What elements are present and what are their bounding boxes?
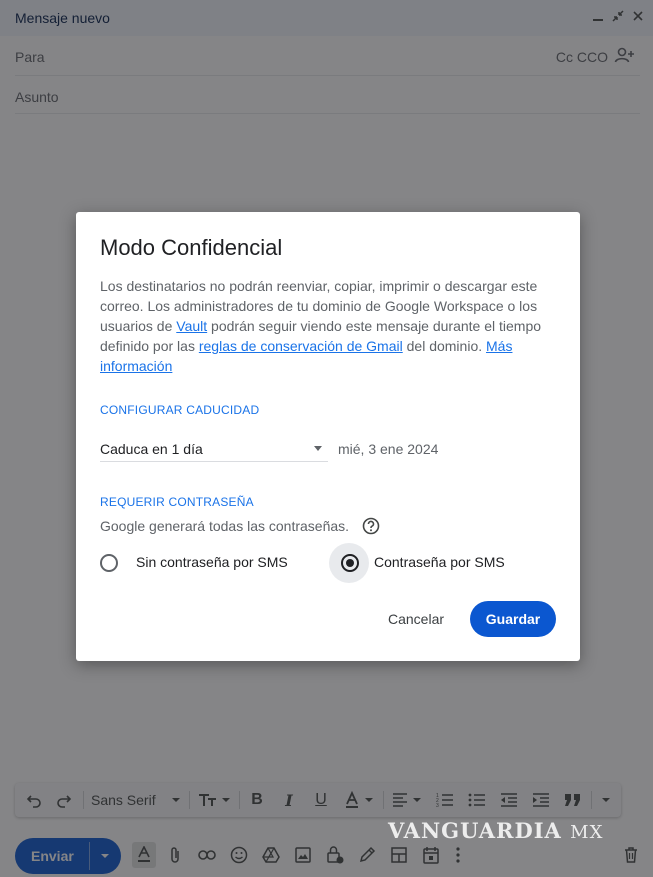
password-info: Google generará todas las contraseñas.: [100, 518, 350, 534]
retention-rules-link[interactable]: reglas de conservación de Gmail: [198, 338, 403, 354]
watermark-suffix: MX: [570, 822, 604, 843]
dialog-description: [100, 276, 556, 376]
save-button[interactable]: Guardar: [470, 601, 556, 637]
expiry-section-label: CONFIGURAR CADUCIDAD: [100, 403, 260, 417]
confidential-mode-dialog: [76, 212, 580, 661]
radio-label: Sin contraseña por SMS: [136, 554, 288, 570]
cancel-button[interactable]: Cancelar: [376, 602, 456, 636]
vault-link[interactable]: Vault: [176, 318, 208, 334]
watermark-logo: [388, 818, 603, 843]
expiry-date: mié, 3 ene 2024: [338, 441, 439, 457]
description-text: del dominio.: [402, 338, 487, 354]
description-text: podrán seguir viendo este mensaje durante el tiempo definido por las: [100, 318, 542, 354]
expiry-value: Caduca en 1 día: [100, 441, 203, 457]
chevron-down-icon: [314, 446, 322, 451]
password-section-label: REQUERIR CONTRASEÑA: [100, 495, 254, 509]
radio-label: Contraseña por SMS: [374, 554, 505, 570]
radio-button[interactable]: [100, 554, 118, 572]
expiry-dropdown[interactable]: [100, 434, 328, 462]
radio-button-selected[interactable]: [341, 554, 359, 572]
description-text: Los destinatarios no podrán reenviar, copiar, imprimir o descargar este correo. Los administradores de tu dominio de Google Workspace o los usuarios de: [100, 278, 538, 334]
radio-no-sms-password[interactable]: [100, 548, 300, 576]
watermark-brand: VANGUARDIA: [388, 818, 562, 843]
dialog-title: Modo Confidencial: [100, 235, 283, 260]
help-icon[interactable]: [362, 517, 380, 535]
radio-sms-password[interactable]: [330, 548, 530, 576]
more-info-link[interactable]: Más información: [100, 338, 513, 374]
